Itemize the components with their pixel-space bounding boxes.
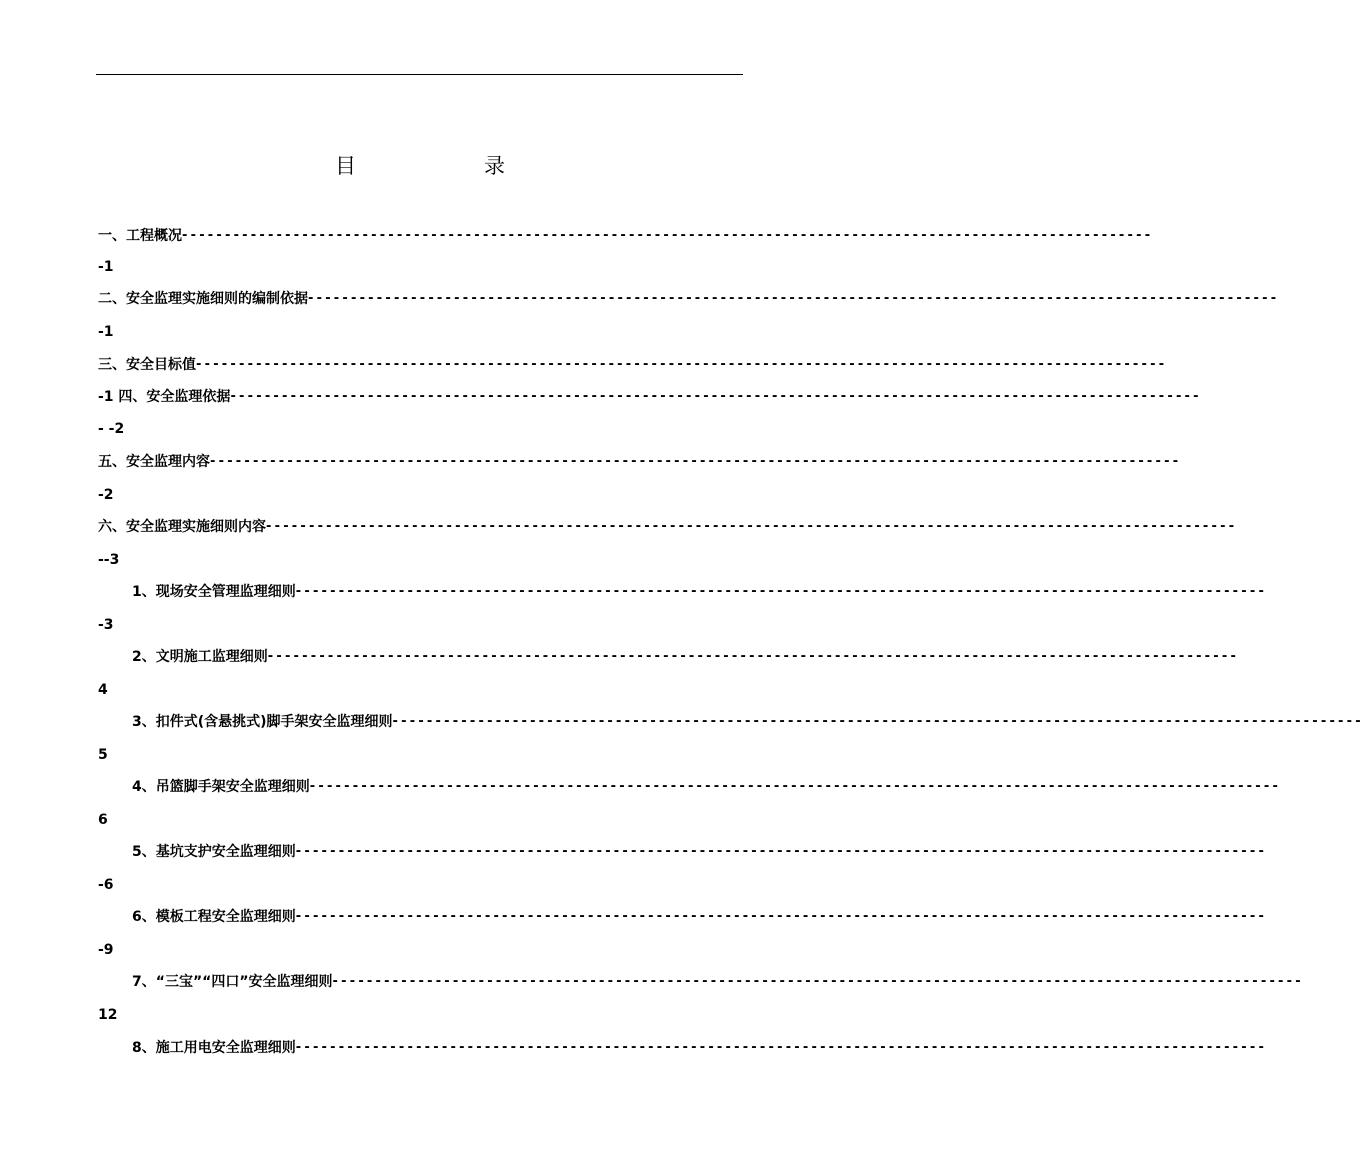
title-char-2: 录 xyxy=(484,154,505,178)
toc-entry[interactable] xyxy=(98,451,1182,473)
toc-leader: ----------------------------------------------------------------------------------------------------------------- xyxy=(295,909,1268,924)
toc-entry-page: -3 xyxy=(98,617,114,633)
toc-leader: ----------------------------------------------------------------------------------------------------------------- xyxy=(308,291,1280,306)
toc-entry-page: -6 xyxy=(98,877,114,893)
toc-entry-label: 二、安全监理实施细则的编制依据 xyxy=(98,291,308,307)
toc-entry-label: 5、基坑支护安全监理细则 xyxy=(132,844,296,860)
toc-entry-page: -1 xyxy=(98,324,114,340)
toc-entry-label: 五、安全监理内容 xyxy=(98,454,210,470)
toc-leader: ----------------------------------------------------------------------------------------------------------------- xyxy=(267,649,1240,664)
toc-entry-label: 3、扣件式(含悬挑式)脚手架安全监理细则 xyxy=(132,714,393,730)
toc-entry[interactable] xyxy=(98,386,1202,408)
toc-leader: ----------------------------------------------------------------------------------------------------------------- xyxy=(392,714,1364,729)
toc-entry[interactable] xyxy=(98,288,1280,310)
toc-entry-label: 三、安全目标值 xyxy=(98,357,196,373)
toc-entry-label: -1 四、安全监理依据 xyxy=(98,389,231,405)
toc-entry-label: 4、吊篮脚手架安全监理细则 xyxy=(132,779,310,795)
toc-leader: ----------------------------------------------------------------------------------------------------------------- xyxy=(230,389,1202,404)
toc-entry[interactable] xyxy=(98,225,1154,247)
toc-entry[interactable] xyxy=(132,841,1268,863)
toc-entry-page: - -2 xyxy=(98,421,125,437)
toc-entry[interactable] xyxy=(98,354,1168,376)
toc-leader: ----------------------------------------------------------------------------------------------------------------- xyxy=(295,584,1268,599)
toc-entry-label: 六、安全监理实施细则内容 xyxy=(98,519,266,535)
toc-entry-page: 5 xyxy=(98,747,108,763)
toc-entry-page: -2 xyxy=(98,487,114,503)
toc-entry-label: 一、工程概况 xyxy=(98,228,182,244)
toc-entry-page: --3 xyxy=(98,552,120,568)
toc-leader: ----------------------------------------------------------------------------------------------------------------- xyxy=(295,844,1268,859)
toc-leader: ----------------------------------------------------------------------------------------------------------------- xyxy=(309,779,1282,794)
toc-entry-label: 2、文明施工监理细则 xyxy=(132,649,268,665)
toc-leader: ----------------------------------------------------------------------------------------------------------------- xyxy=(182,228,1154,243)
toc-entry-label: 7、“三宝”“四口”安全监理细则 xyxy=(132,974,333,990)
toc-entry[interactable] xyxy=(98,516,1238,538)
title-char-1: 目 xyxy=(335,154,356,178)
toc-leader: ----------------------------------------------------------------------------------------------------------------- xyxy=(295,1040,1268,1055)
toc-entry[interactable] xyxy=(132,581,1268,603)
toc-entry-page: 4 xyxy=(98,682,108,698)
toc-leader: ----------------------------------------------------------------------------------------------------------------- xyxy=(210,454,1182,469)
toc-entry-label: 6、模板工程安全监理细则 xyxy=(132,909,296,925)
toc-entry-label: 8、施工用电安全监理细则 xyxy=(132,1040,296,1056)
toc-entry[interactable] xyxy=(132,906,1268,928)
toc-entry-page: 12 xyxy=(98,1007,118,1023)
toc-entry-page: -9 xyxy=(98,942,114,958)
toc-entry-page: 6 xyxy=(98,812,108,828)
toc-entry-page: -1 xyxy=(98,259,114,275)
toc-leader: ----------------------------------------------------------------------------------------------------------------- xyxy=(266,519,1238,534)
toc-entry-label: 1、现场安全管理监理细则 xyxy=(132,584,296,600)
toc-leader: ----------------------------------------------------------------------------------------------------------------- xyxy=(196,357,1168,372)
toc-entry[interactable] xyxy=(132,646,1240,668)
toc-entry[interactable] xyxy=(132,1037,1268,1059)
toc-entry[interactable] xyxy=(132,711,1364,733)
toc-entry[interactable] xyxy=(132,776,1282,798)
toc-entry[interactable] xyxy=(132,971,1304,993)
toc-leader: ----------------------------------------------------------------------------------------------------------------- xyxy=(332,974,1304,989)
